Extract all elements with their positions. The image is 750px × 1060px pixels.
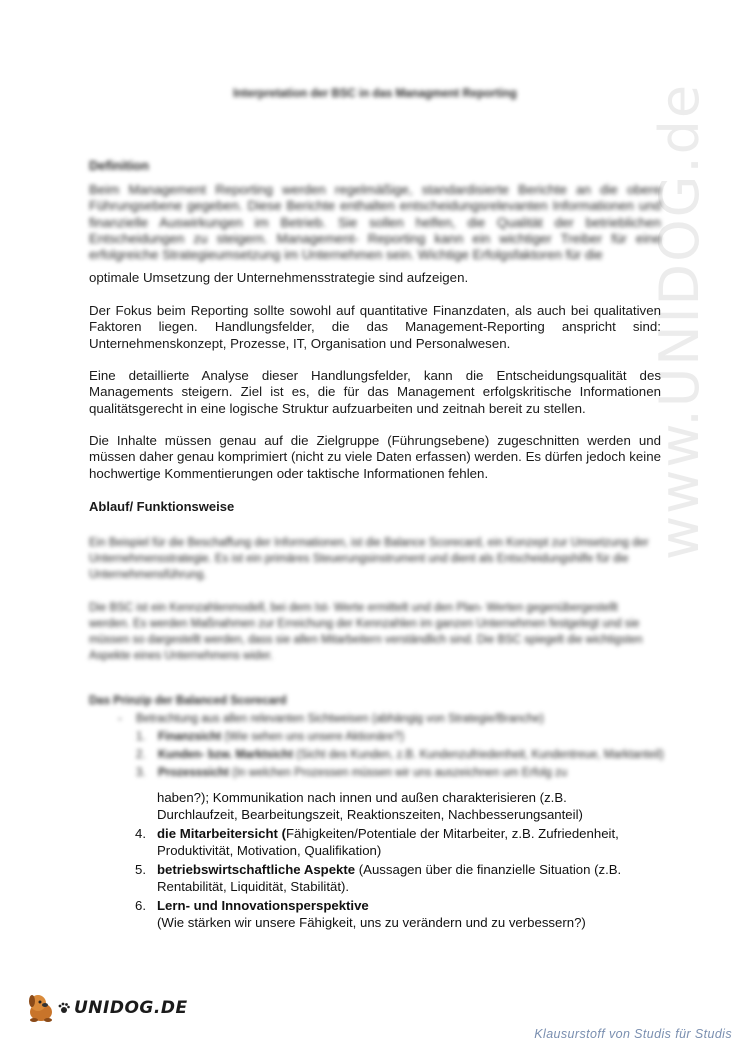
paragraph-6-blurred: Die BSC ist ein Kennzahlenmodell, bei dem Ist- Werte ermittelt und den Plan- Werten gegenübergestellt werden. Es werden Maßnahmen zur Erreichung der Kennzahlen im ganzen Unternehmen festgelegt und sie müssen so dargestellt werden, dass sie allen Mitarbeitern verständlich sind. Die BSC spiegelt die wichtigsten Aspekte eines Unternehmens wider.: [89, 602, 643, 662]
list-item: 6. Lern- und Innovationsperspektive (Wie stärken wir unsere Fähigkeit, uns zu verändern und zu verbessern?): [135, 898, 586, 930]
logo-text: UNIDOG.DE: [74, 998, 188, 1018]
prinzip-heading: Das Prinzip der Balanced Scorecard: [89, 695, 287, 707]
list-item: - Betrachtung aus allen relevanten Sichtweisen (abhängig von Strategie/Branche): [118, 713, 544, 725]
paragraph-2: Der Fokus beim Reporting sollte sowohl auf quantitative Finanzdaten, als auch bei qualitativen Faktoren liegen. Handlungsfelder, die das Management-Reporting anspricht sind: Unternehmenskonzept, Prozesse, IT, Organisation und Personalwesen.: [89, 303, 661, 351]
list-item: haben?); Kommunikation nach innen und außen charakterisieren (z.B. Durchlaufzeit, Bearbeitungszeit, Reaktionszeiten, Nachbesserungsanteil): [157, 790, 583, 822]
watermark: www.UNIDOG.de: [648, 82, 711, 560]
list-item: 5. betriebswirtschaftliche Aspekte (Aussagen über die finanzielle Situation (z.B. Rentabilität, Liquidität, Stabilität).: [135, 862, 622, 894]
list-item: 4. die Mitarbeitersicht (Fähigkeiten/Potentiale der Mitarbeiter, z.B. Zufriedenheit, Produktivität, Motivation, Qualifikation): [135, 826, 619, 858]
document-title: Interpretation der BSC in das Managment Reporting: [233, 88, 517, 100]
paragraph-4: Die Inhalte müssen genau auf die Zielgruppe (Führungsebene) zugeschnitten werden und müssen daher genau komprimiert (nicht zu viele Daten erfassen) werden. Es dürfen jedoch keine hochwertige Kommentierungen oder taktische Informationen fehlen.: [89, 433, 661, 481]
bsc-list-visible: [135, 790, 675, 934]
list-item: 1. Finanzsicht (Wie sehen uns unsere Aktionäre?): [136, 731, 405, 743]
definition-heading: Definition: [89, 158, 149, 173]
paragraph-5-blurred: Ein Beispiel für die Beschaffung der Informationen, ist die Balance Scorecard, ein Konzept zur Umsetzung der Unternehmensstrategie. Es ist ein primäres Steuerungsinstrument und dient als Entscheidungshilfe für die Unternehmensführung.: [89, 537, 649, 581]
paragraph-1-blurred: Beim Management Reporting werden regelmäßige, standardisierte Berichte an die obere Führungsebene gegeben. Diese Berichte enthalten entscheidungsrelevanten Informationen und finanzielle Auswirkungen im Betrieb. Sie sollen helfen, die Qualität der betrieblichen Entscheidungen zu steigern. Management- Reporting kann ein wichtiger Treiber für eine erfolgreiche Strategieumsetzung im Unternehmen sein. Wichtige Erfolgsfaktoren für die: [89, 182, 661, 263]
paragraph-3: Eine detaillierte Analyse dieser Handlungsfelder, kann die Entscheidungsqualität des Managements steigern. Ziel ist es, die für das Management erfolgskritische Informationen qualitätsgerecht in eine logische Struktur aufzuarbeiten und zeitnah bereit zu stellen.: [89, 368, 661, 416]
list-item: 3. Prozesssicht (In welchen Prozessen müssen wir uns auszeichnen um Erfolg zu: [136, 767, 568, 779]
bsc-list-blurred: [118, 711, 678, 783]
footer-tagline: Klausurstoff von Studis für Studis: [534, 1027, 732, 1041]
list-item: 2. Kunden- bzw. Marktsicht (Sicht des Kunden, z.B. Kundenzufriedenheit, Kundentreue, Marktanteil): [136, 749, 664, 761]
paw-icon: [58, 1002, 70, 1014]
paragraph-1-visible: optimale Umsetzung der Unternehmensstrategie sind aufzeigen.: [89, 270, 469, 285]
ablauf-heading: Ablauf/ Funktionsweise: [89, 499, 235, 514]
dog-icon: [24, 991, 58, 1025]
unidog-logo: [24, 988, 188, 1028]
